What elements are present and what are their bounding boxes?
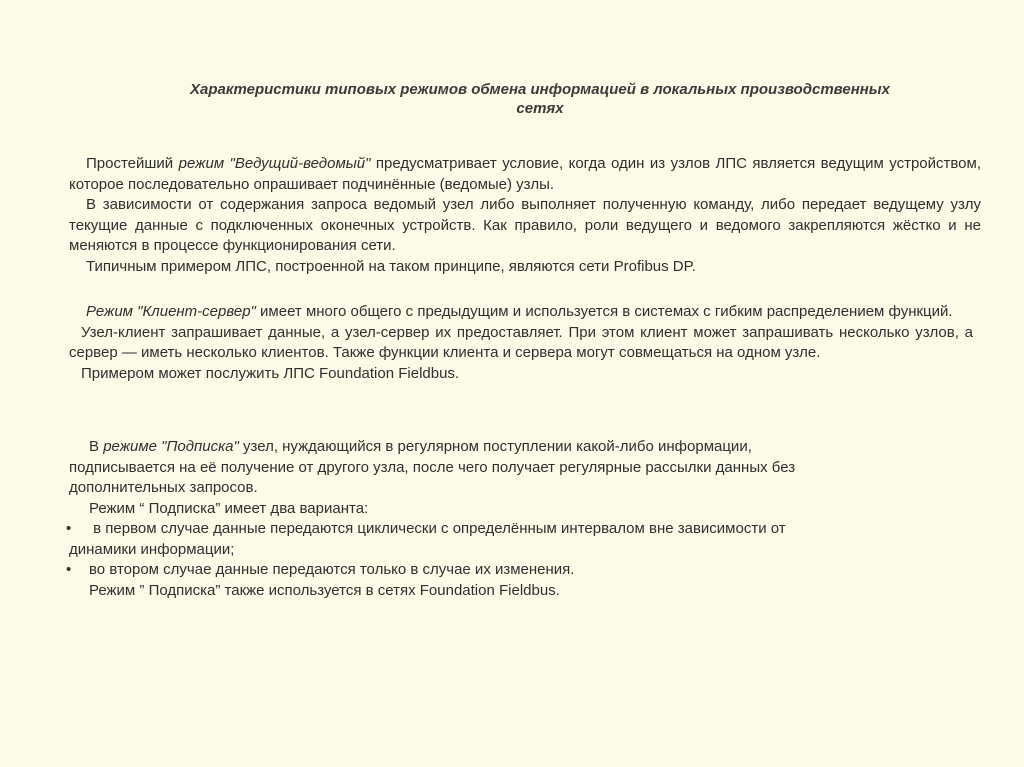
bullet-icon: •: [66, 561, 72, 578]
mode-name-subscription: режиме "Подписка": [103, 438, 239, 455]
text-line: подписывается на её получение от другого узла, после чего получает регулярные рассылки данных без: [69, 458, 796, 476]
title-line-2: сетях: [516, 100, 564, 117]
title-line-1: Характеристики типовых режимов обмена информацией в локальных производственных: [190, 81, 890, 98]
text-fragment: предусматривает условие, когда один из узлов ЛПС является ведущим устройством, которое последовательно опрашивает подчинённые (ведомые) узлы.: [69, 155, 981, 193]
master-slave-section: [69, 154, 981, 277]
text-fragment: узел, нуждающийся в регулярном поступлении какой-либо информации,: [238, 438, 752, 455]
text-line: динамики информации;: [69, 540, 235, 558]
subscription-section: [66, 437, 981, 601]
mode-name-master-slave: режим "Ведущий-ведомый": [178, 155, 371, 172]
bullet-item-2: [66, 560, 981, 581]
master-slave-paragraph-3: Типичным примером ЛПС, построенной на таком принципе, являются сети Profibus DP.: [86, 257, 696, 275]
subscription-paragraph-1: [69, 437, 981, 499]
subscription-paragraph-3: Режим ” Подписка” также используется в сетях Foundation Fieldbus.: [89, 581, 560, 599]
text-fragment: имеет много общего с предыдущим и используется в системах с гибким распределением функций.: [255, 303, 953, 320]
text-line: дополнительных запросов.: [69, 479, 258, 496]
page-title: [80, 80, 1000, 118]
bullet-item-1: [66, 519, 981, 560]
subscription-paragraph-2: Режим “ Подписка” имеет два варианта:: [89, 499, 369, 517]
client-server-paragraph-3: Примером может послужить ЛПС Foundation Fieldbus.: [81, 364, 460, 382]
text-fragment: в первом случае данные передаются циклически с определённым интервалом вне зависимости от: [89, 520, 786, 537]
master-slave-paragraph-2: В зависимости от содержания запроса ведомый узел либо выполняет полученную команду, либо передает ведущему узлу текущие данные с подключенных оконечных устройств. Как правило, роли ведущего и ведомого закрепляются жёстко и не меняются в процессе функционирования сети.: [69, 196, 981, 254]
bullet-icon: •: [66, 520, 72, 537]
client-server-paragraph-1: [69, 302, 973, 323]
client-server-paragraph-2: Узел-клиент запрашивает данные, а узел-сервер их предоставляет. При этом клиент может запрашивать несколько узлов, а сервер — иметь несколько клиентов. Также функции клиента и сервера могут совмещаться на одном узле.: [69, 323, 973, 361]
client-server-section: [69, 302, 973, 384]
text-fragment: Простейший: [86, 155, 179, 172]
master-slave-paragraph-1: [69, 154, 981, 195]
mode-name-client-server: Режим "Клиент-сервер": [86, 303, 256, 320]
text-fragment: В: [89, 438, 104, 455]
text-fragment: во втором случае данные передаются только в случае их изменения.: [89, 561, 575, 578]
